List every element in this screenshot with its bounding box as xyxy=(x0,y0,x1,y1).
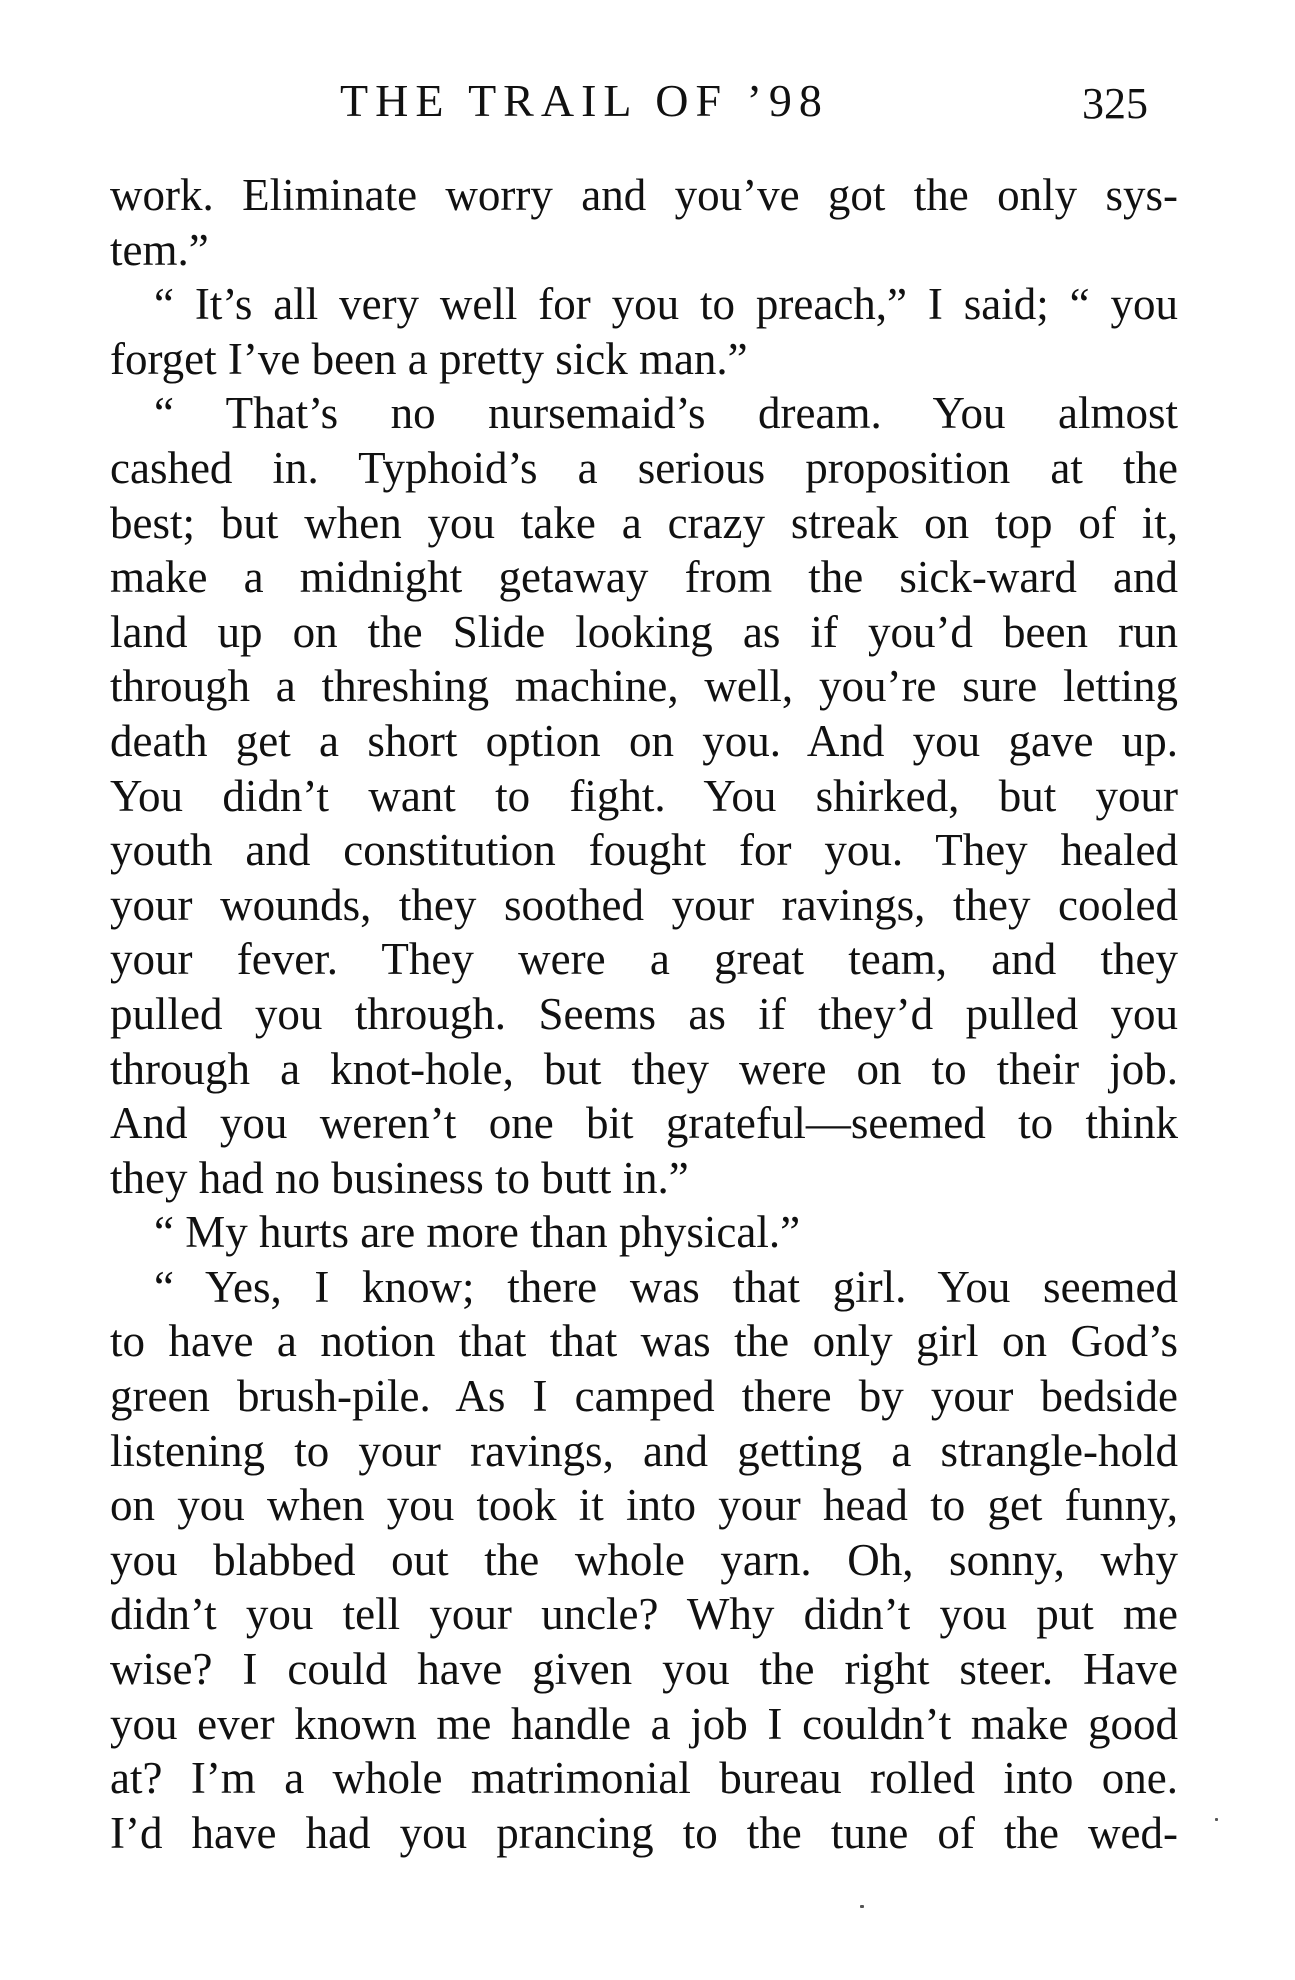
print-speck xyxy=(860,1905,864,1908)
text-line: pulled you through. Seems as if they’d pulled you xyxy=(110,988,1178,1039)
text-line: you ever known me handle a job I couldn’t make good xyxy=(110,1698,1178,1749)
text-line: they had no business to butt in.” xyxy=(110,1152,689,1203)
text-line: youth and constitution fought for you. They healed xyxy=(110,825,1178,876)
text-line: to have a notion that that was the only girl on God’s xyxy=(110,1316,1178,1367)
text-line: your fever. They were a great team, and they xyxy=(110,934,1178,985)
text-line: I’d have had you prancing to the tune of the wed- xyxy=(110,1807,1178,1858)
text-line: at? I’m a whole matrimonial bureau rolled into one. xyxy=(110,1753,1178,1804)
text-line: “ It’s all very well for you to preach,” I said; “ you xyxy=(154,279,1178,330)
text-line: make a midnight getaway from the sick-ward and xyxy=(110,552,1178,603)
text-line: forget I’ve been a pretty sick man.” xyxy=(110,333,748,384)
text-line: cashed in. Typhoid’s a serious proposition at the xyxy=(110,442,1178,493)
running-head-title: THE TRAIL OF ’98 xyxy=(340,75,829,126)
text-line: death get a short option on you. And you gave up. xyxy=(110,715,1178,766)
text-line: “ Yes, I know; there was that girl. You seemed xyxy=(154,1261,1178,1312)
text-line: on you when you took it into your head to get funny, xyxy=(110,1480,1178,1531)
body-text xyxy=(110,168,1178,1860)
text-line: listening to your ravings, and getting a strangle-hold xyxy=(110,1425,1178,1476)
text-line: best; but when you take a crazy streak on top of it, xyxy=(110,497,1178,548)
text-line: “ That’s no nursemaid’s dream. You almost xyxy=(154,388,1178,439)
text-line: your wounds, they soothed your ravings, they cooled xyxy=(110,879,1178,930)
text-line: tem.” xyxy=(110,224,209,275)
print-speck xyxy=(1215,1818,1218,1821)
text-line: And you weren’t one bit grateful—seemed to think xyxy=(110,1098,1178,1149)
text-line: didn’t you tell your uncle? Why didn’t you put me xyxy=(110,1589,1178,1640)
text-line: “ My hurts are more than physical.” xyxy=(154,1207,801,1258)
text-line: through a knot-hole, but they were on to their job. xyxy=(110,1043,1178,1094)
text-line: you blabbed out the whole yarn. Oh, sonny, why xyxy=(110,1534,1178,1585)
text-line: green brush-pile. As I camped there by your bedside xyxy=(110,1371,1178,1422)
text-line: wise? I could have given you the right steer. Have xyxy=(110,1644,1178,1695)
text-line: land up on the Slide looking as if you’d been run xyxy=(110,606,1178,657)
text-line: work. Eliminate worry and you’ve got the only sys- xyxy=(110,170,1178,220)
page-number: 325 xyxy=(1082,79,1148,128)
text-line: You didn’t want to fight. You shirked, but your xyxy=(110,770,1178,821)
text-line: through a threshing machine, well, you’re sure letting xyxy=(110,661,1178,712)
